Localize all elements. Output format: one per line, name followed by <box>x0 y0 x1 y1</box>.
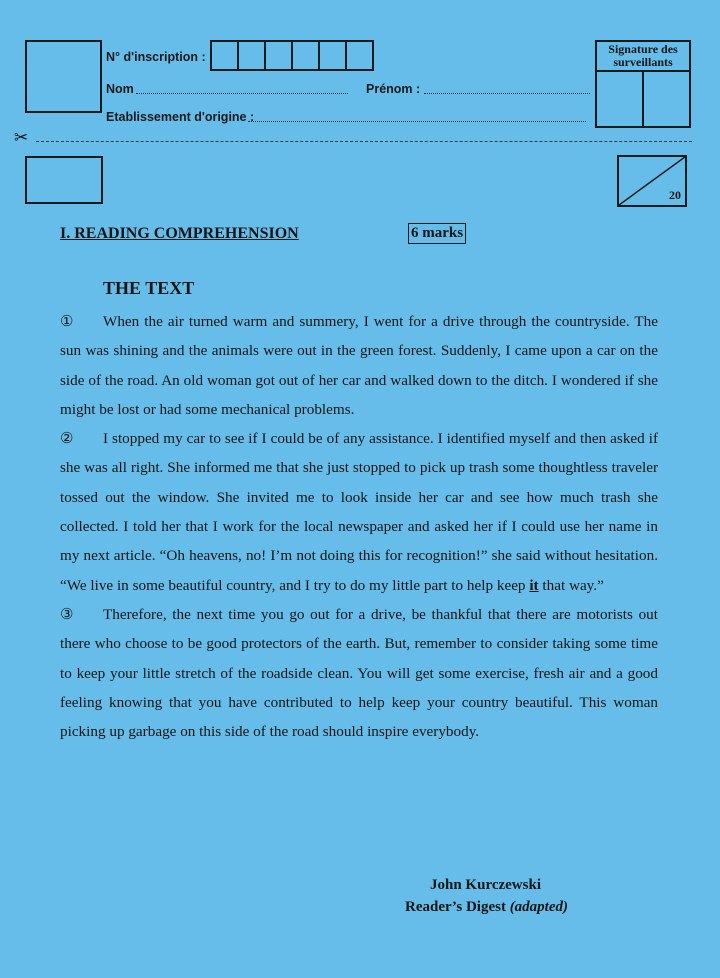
paragraph-number: ② <box>60 430 74 448</box>
firstname-label: Prénom : <box>366 82 421 96</box>
signature-box <box>595 40 691 128</box>
source-line <box>405 899 568 916</box>
underlined-word: it <box>529 576 539 594</box>
paragraph-number: ① <box>60 313 74 330</box>
paragraph-text: Therefore, the next time you go out for a drive, be thankful that there are motorists out there who choose to be good protectors of the earth. But, remember to consider taking some time to keep your little stretch of the roadside clean. You will get some exercise, fresh air and a good feeling knowing that you have contributed to help keep your country beautiful. This woman picking up garbage on this side of the road should inspire everybody. <box>60 605 658 741</box>
scissors-icon: ✂ <box>14 128 29 147</box>
paragraph-text-end: that way.” <box>542 576 604 594</box>
paragraph-1 <box>60 307 658 424</box>
firstname-field[interactable] <box>424 93 590 94</box>
score-box <box>617 155 687 207</box>
paragraph-2 <box>60 424 658 600</box>
paragraph-text: I stopped my car to see if I could be of any assistance. I identified myself and then asked if she was all right. She informed me that she just stopped to pick up trash some thoughtless traveler tossed out the window. She invited me to look inside her car and see how much trash she collected. I told her that I work for the local newspaper and asked her if I could use her name in my next article. “Oh heavens, no! I’m not doing this for recognition!” she said without hesitation. “We live in some beautiful country, and I try to do my little part to help keep <box>60 430 658 594</box>
marks-badge: 6 marks <box>408 223 466 244</box>
name-field[interactable] <box>136 93 348 94</box>
registration-digit-box[interactable] <box>345 40 374 71</box>
paragraph-text: When the air turned warm and summery, I went for a drive through the countryside. The sun was shining and the animals were out in the green forest. Suddenly, I came upon a car on the side of the road. An old woman got out of her car and walked down to the ditch. I wondered if she might be lost or had some mechanical problems. <box>60 313 658 418</box>
school-field[interactable] <box>248 121 586 122</box>
paragraph-number: ③ <box>60 605 74 623</box>
registration-digit-box[interactable] <box>291 40 320 71</box>
signature-cell[interactable] <box>597 72 644 126</box>
photo-box <box>25 40 102 113</box>
cut-line <box>36 141 692 142</box>
source-name: Reader’s Digest <box>405 899 506 915</box>
reading-text <box>60 307 658 746</box>
section-title: I. READING COMPREHENSION <box>60 225 299 242</box>
registration-number-boxes[interactable] <box>210 40 372 71</box>
registration-digit-box[interactable] <box>210 40 239 71</box>
paragraph-3 <box>60 600 658 746</box>
school-label: Etablissement d'origine : <box>106 110 255 124</box>
author-name: John Kurczewski <box>430 877 541 893</box>
text-title: THE TEXT <box>103 278 195 298</box>
name-label: Nom <box>106 82 134 96</box>
registration-label: N° d'inscription : <box>106 50 206 64</box>
signature-label: Signature des surveillants <box>597 42 689 72</box>
anonymous-code-box <box>25 156 103 204</box>
registration-digit-box[interactable] <box>318 40 347 71</box>
signature-cell[interactable] <box>644 72 689 126</box>
registration-digit-box[interactable] <box>264 40 293 71</box>
registration-digit-box[interactable] <box>237 40 266 71</box>
score-total: 20 <box>669 188 681 202</box>
source-note: (adapted) <box>509 899 569 915</box>
